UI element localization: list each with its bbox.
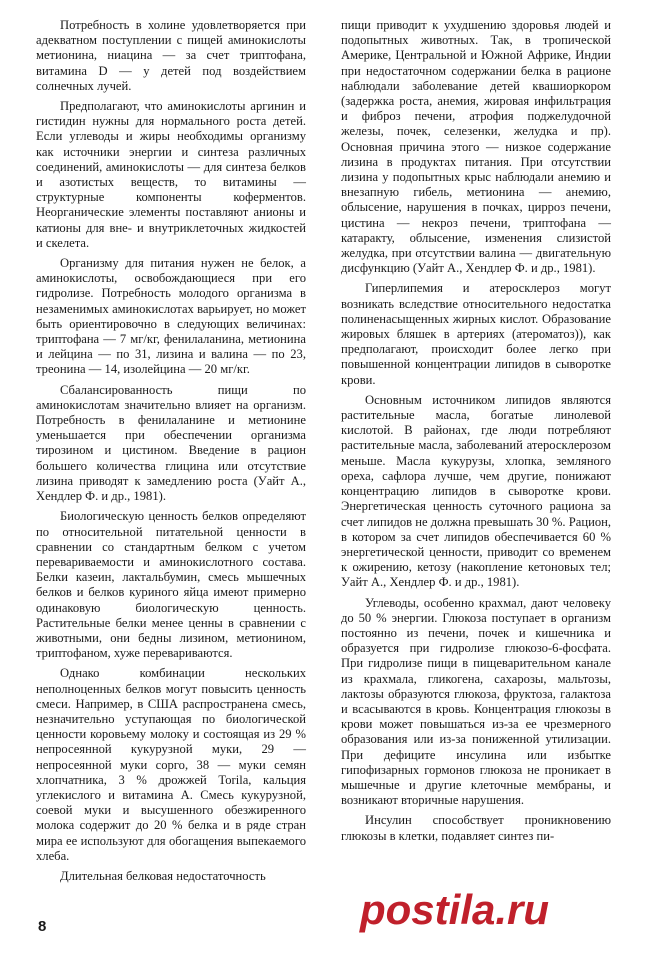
paragraph: Организму для питания нужен не белок, а аминокислоты, освобождающиеся при его гидролизе. Потребность молодого организма в незаменимых аминокислотах варьирует, но может быть ориентировочно в следующих величинах: триптофана — 7 мг/кг, фенилаланина, метионина и лейцина — по 31, лизина и валина — по 23, треонина — 14, изолейцина — 20 мг/кг. [36,256,306,377]
paragraph: Потребность в холине удовлетворяется при адекватном поступлении с пищей аминокислоты метионина, ниацина — за счет триптофана, витамина D — у детей под воздействием солнечных лучей. [36,18,306,93]
paragraph: Углеводы, особенно крахмал, дают человеку до 50 % энергии. Глюкоза поступает в организм постоянно из печени, почек и кишечника и образуется при гидролизе глюкозо-6-фосфата. При гидролизе пищи в пищеварительном канале из крахмала, гликогена, сахарозы, мальтозы, лактозы образуются глюкоза, фруктоза, галактоза и всасываются в кровь. Концентрация глюкозы в крови может повышаться из-за ее чрезмерного образования или из-за пониженной утилизации. При дефиците инсулина или избытке гипофизарных гормонов глюкоза не проникает в мышечные и другие клеточные мембраны, и возникают вторичные нарушения. [341,595,611,808]
paragraph: Биологическую ценность белков определяют по относительной питательной ценности в сравнении со стандартным белком с учетом перевариваемости и аминокислотного состава. Белки казеин, лактальбумин, смесь мышечных белков и белков куриного яйца имеют примерно одинаковую биологическую ценность. Растительные белки менее ценны в сравнении с животными, они бедны лизином, метионином, триптофаном, хуже перевариваются. [36,509,306,661]
watermark-logo: postila.ru [360,886,550,933]
left-text-column [36,18,306,889]
paragraph: Длительная белковая недостаточность [60,868,266,883]
paragraph: Основным источником липидов являются растительные масла, богатые линолевой кислотой. В районах, где люди потребляют растительные масла, заболеваний атеросклерозом меньше. Масла кукурузы, хлопка, земляного ореха, сафлора лучше, чем другие, понижают концентрацию липидов в сыворотке крови. Энергетическая ценность суточного рациона за счет липидов не должна превышать 30 %. Рацион, в котором за счет липидов обеспечивается 60 % энергетической ценности, приводит со временем к ожирению, кетозу (накопление кетоновых тел; Уайт А., Хендлер Ф. и др., 1981). [341,392,611,590]
paragraph: Предполагают, что аминокислоты аргинин и гистидин нужны для нормального роста детей. Если углеводы и жиры необходимы организму как источники энергии и синтеза различных соединений, аминокислоты — для синтеза белков и азотистых веществ, то витамины — структурные компоненты коферментов. Неорганические элементы поставляют анионы и катионы для вне- и внутриклеточных жидкостей и скелета. [36,99,306,250]
paragraph: Однако комбинации нескольких неполноценных белков могут повысить ценность смеси. Например, в США распространена смесь, незначительно уступающая по биологической ценности коровьему молоку и состоящая из 29 % непросеянной кукурузной муки, 29 — непросеянной муки сорго, 38 — муки семян хлопчатника, 3 % дрожжей Torila, кальция углекислого и витамина А. Смесь кукурузной, соевой муки и высушенного обезжиренного молока содержит до 20 % белка и в ряде стран мира ее используют для обогащения выпекаемого хлеба. [36,666,306,863]
paragraph: Гиперлипемия и атеросклероз могут возникать вследствие относительного недостатка полиненасыщенных жирных кислот. Образование жировых бляшек в артериях (атероматоз)), как предполагают, происходит более легко при повышенной концентрации липидов в сыворотке крови. [341,281,611,387]
right-text-column [341,18,611,849]
paragraph: Инсулин способствует проникновению глюкозы в клетки, подавляет синтез пи- [341,813,611,843]
paragraph: Сбалансированность пищи по аминокислотам значительно влияет на организм. Потребность в фенилаланине и метионине уменьшается при обеспечении организма тирозином и цистином. Введение в рацион большего количества глицина или отсутствие лизина приводят к замедлению роста (Уайт А., Хендлер Ф. и др., 1981). [36,382,306,504]
page-number: 8 [38,918,47,935]
paragraph: пищи приводит к ухудшению здоровья людей и подопытных животных. Так, в тропической Америке, Центральной и Южной Африке, Индии при недостаточном содержании белка в рационе наблюдали заболевание детей квашиоркором (задержка роста, анемия, жировая инфильтрация и фиброз печени, атрофия поджелудочной железы, почек, селезенки, желудка и пр). Основная причина этого — низкое содержание лизина в продуктах питания. При отсутствии лизина у подопытных крыс наблюдали анемию и внезапную гибель, метионина — анемию, облысение, нарушения в почках, цирроз печени, цистина — некроз печени, триптофана — катаракту, облысение, изменения слизистой желудка, при отсутствии валина — двигательную дисфункцию (Уайт А., Хендлер Ф. и др., 1981). [341,18,611,276]
